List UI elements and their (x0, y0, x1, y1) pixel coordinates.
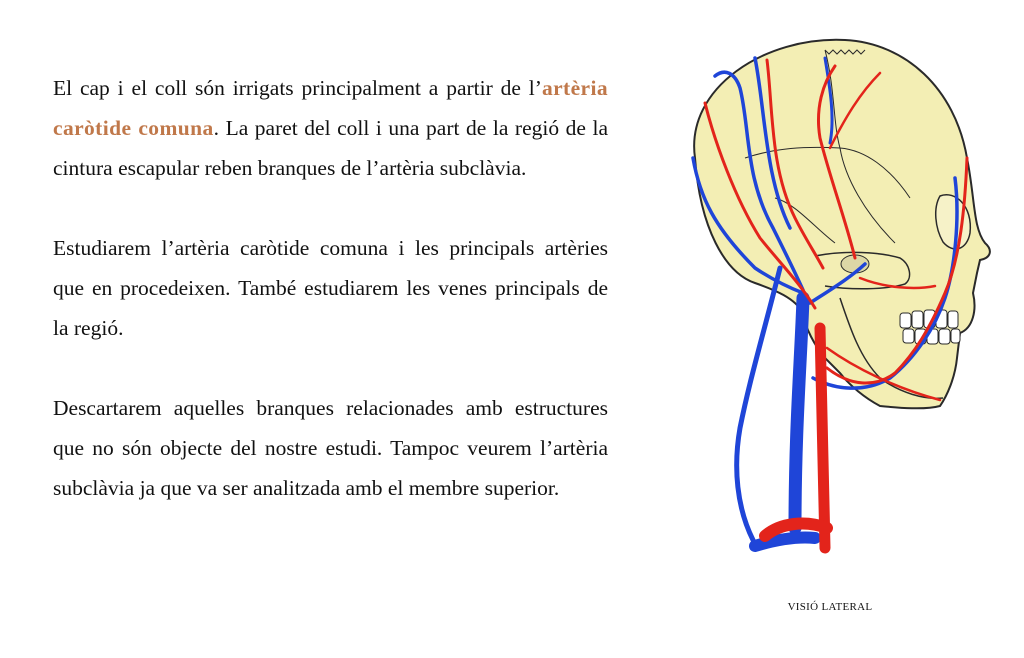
paragraph-3: Descartarem aquelles branques relacionades amb estructures que no són objecte del nostre estudi. Tampoc veurem l’artèria subclàvia ja que va ser analitzada amb el membre superior. (53, 396, 608, 500)
paragraph-1-text-before: El cap i el coll són irrigats principalment a partir de l’ (53, 76, 542, 100)
common-carotid-artery-link[interactable]: artèria caròtide comuna (53, 76, 608, 140)
common-carotid-artery (820, 328, 825, 548)
paragraph-1-text-after: . La paret del coll i una part de la regió de la cintura escapular reben branques de l’artèria subclàvia. (53, 116, 608, 180)
head-neck-vessels-illustration (655, 28, 1000, 568)
intro-text (53, 68, 608, 548)
paragraph-2: Estudiarem l’artèria caròtide comuna i les principals artèries que en procedeixen. També estudiarem les venes principals de la regió. (53, 236, 608, 340)
paragraph-1 (53, 68, 608, 188)
external-jugular-vein (737, 268, 780, 540)
internal-jugular-vein (795, 298, 803, 528)
figure-caption: VISIÓ LATERAL (787, 601, 873, 613)
